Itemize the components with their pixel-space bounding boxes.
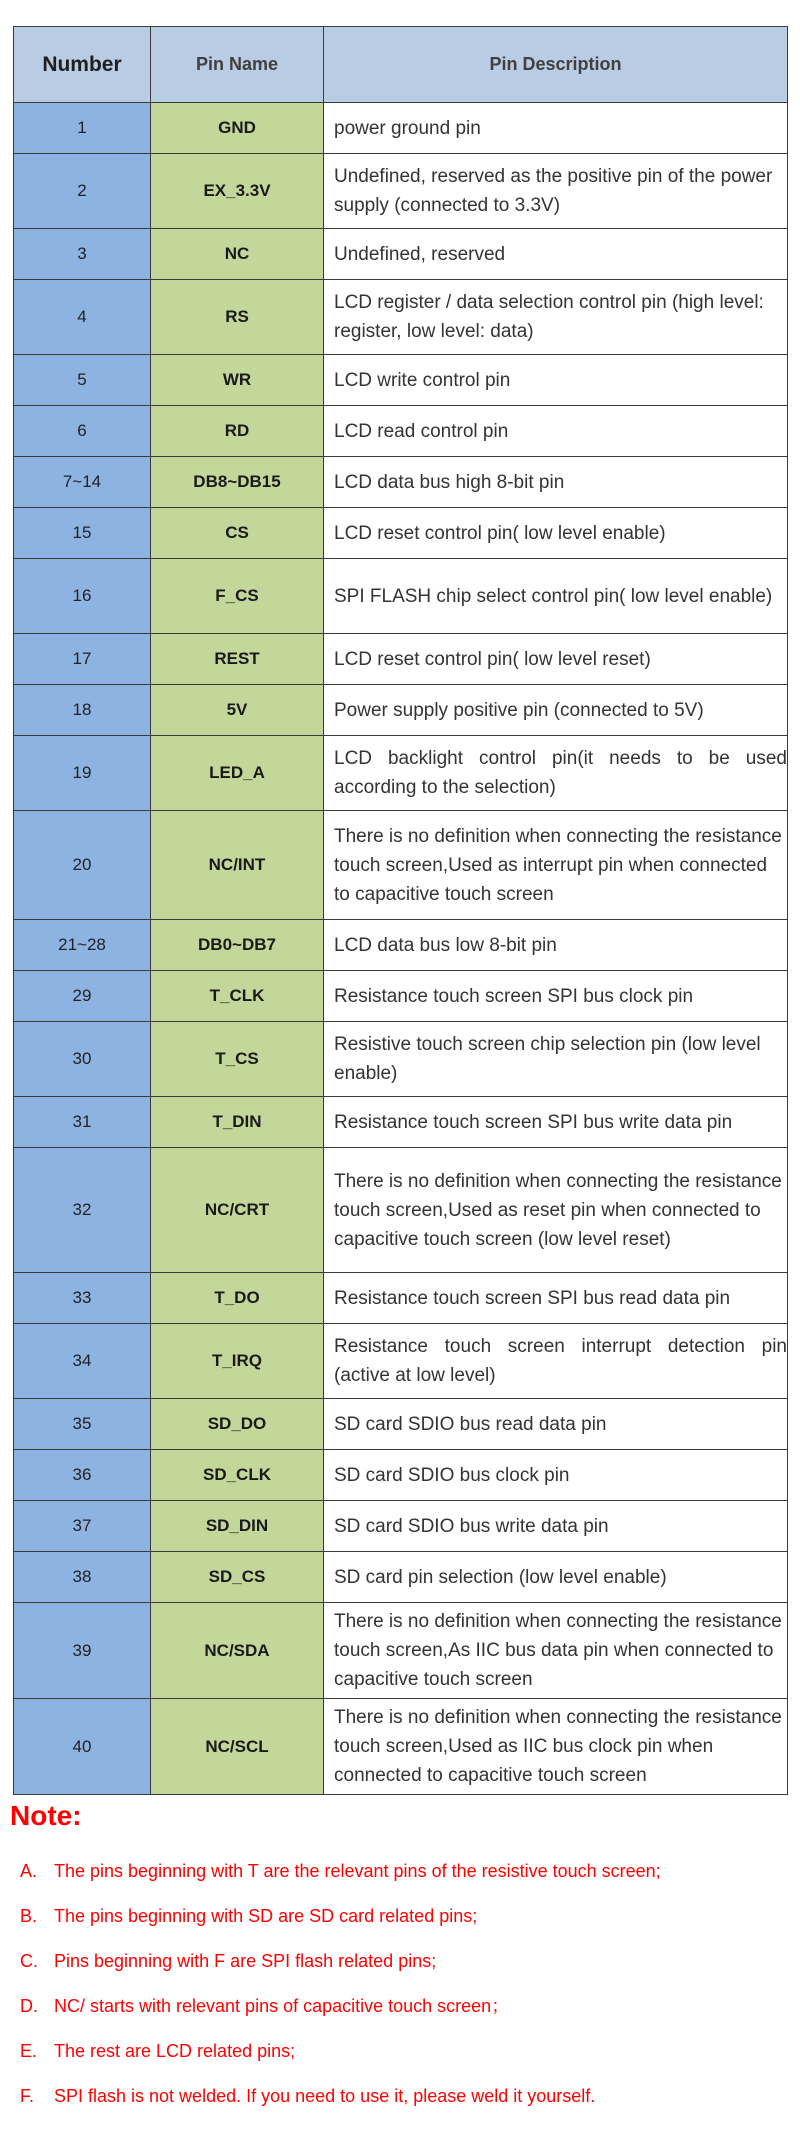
table-row [14, 1273, 788, 1324]
pin-name-cell: NC/SCL [151, 1699, 324, 1795]
pin-name-cell: EX_3.3V [151, 154, 324, 229]
table-row [14, 1148, 788, 1273]
note-letter: D. [20, 1996, 38, 2016]
pin-description-cell: SPI FLASH chip select control pin( low level enable) [324, 559, 788, 634]
pin-description-cell: Power supply positive pin (connected to 5V) [324, 685, 788, 736]
header-pin-description: Pin Description [324, 27, 788, 103]
pin-name-cell: SD_DO [151, 1399, 324, 1450]
pin-name-cell: RS [151, 280, 324, 355]
pin-name-cell: T_IRQ [151, 1324, 324, 1399]
pin-name-cell: NC/SDA [151, 1603, 324, 1699]
pin-description-cell: There is no definition when connecting the resistance touch screen,Used as reset pin when connected to capacitive touch screen (low level reset) [324, 1148, 788, 1273]
pin-number-cell: 19 [14, 736, 151, 811]
pin-description-cell: Undefined, reserved as the positive pin of the power supply (connected to 3.3V) [324, 154, 788, 229]
pin-table-body [14, 103, 788, 1795]
table-row [14, 1501, 788, 1552]
pin-number-cell: 18 [14, 685, 151, 736]
table-row [14, 559, 788, 634]
pin-description-cell: Resistance touch screen SPI bus write data pin [324, 1097, 788, 1148]
pin-name-cell: 5V [151, 685, 324, 736]
pin-description-cell: LCD data bus high 8-bit pin [324, 457, 788, 508]
table-row [14, 508, 788, 559]
pin-number-cell: 15 [14, 508, 151, 559]
note-item [10, 1950, 790, 1995]
pin-name-cell: T_CS [151, 1022, 324, 1097]
note-text: The rest are LCD related pins; [54, 2041, 296, 2061]
pin-number-cell: 34 [14, 1324, 151, 1399]
table-row [14, 1603, 788, 1699]
table-row [14, 1097, 788, 1148]
note-item [10, 1860, 790, 1905]
pin-description-cell: There is no definition when connecting the resistance touch screen,As IIC bus data pin when connected to capacitive touch screen [324, 1603, 788, 1699]
table-row [14, 457, 788, 508]
pin-description-cell: There is no definition when connecting the resistance touch screen,Used as IIC bus clock pin when connected to capacitive touch screen [324, 1699, 788, 1795]
pin-description-cell: Resistance touch screen SPI bus read data pin [324, 1273, 788, 1324]
pin-description-cell: Undefined, reserved [324, 229, 788, 280]
pin-name-cell: T_CLK [151, 971, 324, 1022]
pin-name-cell: T_DIN [151, 1097, 324, 1148]
table-row [14, 811, 788, 920]
pin-description-cell: SD card SDIO bus clock pin [324, 1450, 788, 1501]
pin-number-cell: 1 [14, 103, 151, 154]
pin-number-cell: 35 [14, 1399, 151, 1450]
note-text: The pins beginning with SD are SD card related pins; [54, 1906, 478, 1926]
pin-number-cell: 32 [14, 1148, 151, 1273]
pin-name-cell: CS [151, 508, 324, 559]
pin-description-cell: LCD reset control pin( low level reset) [324, 634, 788, 685]
pin-name-cell: SD_DIN [151, 1501, 324, 1552]
pin-description-cell: Resistance touch screen interrupt detection pin (active at low level) [324, 1324, 788, 1399]
pin-number-cell: 17 [14, 634, 151, 685]
pin-name-cell: REST [151, 634, 324, 685]
pin-number-cell: 4 [14, 280, 151, 355]
note-item [10, 1995, 790, 2040]
pin-description-cell: Resistive touch screen chip selection pin (low level enable) [324, 1022, 788, 1097]
pin-number-cell: 16 [14, 559, 151, 634]
pin-number-cell: 39 [14, 1603, 151, 1699]
table-row [14, 280, 788, 355]
table-row [14, 1552, 788, 1603]
pin-number-cell: 33 [14, 1273, 151, 1324]
pin-name-cell: LED_A [151, 736, 324, 811]
note-item [10, 1905, 790, 1950]
table-row [14, 1324, 788, 1399]
pin-name-cell: DB8~DB15 [151, 457, 324, 508]
table-row [14, 1699, 788, 1795]
pin-description-cell: LCD write control pin [324, 355, 788, 406]
note-letter: F. [20, 2086, 35, 2106]
table-row [14, 229, 788, 280]
table-row [14, 355, 788, 406]
pin-number-cell: 21~28 [14, 920, 151, 971]
pin-name-cell: NC/INT [151, 811, 324, 920]
pin-name-cell: T_DO [151, 1273, 324, 1324]
pin-number-cell: 40 [14, 1699, 151, 1795]
table-row [14, 736, 788, 811]
pin-name-cell: WR [151, 355, 324, 406]
pin-definition-table [13, 26, 788, 1795]
pin-number-cell: 20 [14, 811, 151, 920]
notes-section [10, 1800, 790, 2130]
table-row [14, 685, 788, 736]
pin-number-cell: 29 [14, 971, 151, 1022]
table-row [14, 634, 788, 685]
pin-number-cell: 36 [14, 1450, 151, 1501]
pin-description-cell: LCD backlight control pin(it needs to be used according to the selection) [324, 736, 788, 811]
note-letter: A. [20, 1861, 38, 1881]
pin-name-cell: NC/CRT [151, 1148, 324, 1273]
note-text: The pins beginning with T are the relevant pins of the resistive touch screen; [54, 1861, 661, 1881]
pin-description-cell: Resistance touch screen SPI bus clock pin [324, 971, 788, 1022]
table-row [14, 1022, 788, 1097]
table-header-row [14, 27, 788, 103]
pin-name-cell: SD_CLK [151, 1450, 324, 1501]
pin-name-cell: GND [151, 103, 324, 154]
pin-description-cell: power ground pin [324, 103, 788, 154]
pin-number-cell: 5 [14, 355, 151, 406]
pin-name-cell: DB0~DB7 [151, 920, 324, 971]
note-item [10, 2085, 790, 2130]
pin-number-cell: 2 [14, 154, 151, 229]
pin-name-cell: SD_CS [151, 1552, 324, 1603]
pin-description-cell: LCD register / data selection control pin (high level: register, low level: data) [324, 280, 788, 355]
note-text: SPI flash is not welded. If you need to use it, please weld it yourself. [54, 2086, 596, 2106]
pin-description-cell: SD card SDIO bus read data pin [324, 1399, 788, 1450]
pin-name-cell: RD [151, 406, 324, 457]
pin-number-cell: 37 [14, 1501, 151, 1552]
note-list [10, 1860, 790, 2130]
pin-description-cell: SD card SDIO bus write data pin [324, 1501, 788, 1552]
pin-number-cell: 30 [14, 1022, 151, 1097]
note-item [10, 2040, 790, 2085]
note-letter: E. [20, 2041, 38, 2061]
pin-description-cell: SD card pin selection (low level enable) [324, 1552, 788, 1603]
note-text: Pins beginning with F are SPI flash related pins; [54, 1951, 437, 1971]
table-row [14, 103, 788, 154]
pin-description-cell: LCD read control pin [324, 406, 788, 457]
pin-number-cell: 3 [14, 229, 151, 280]
pin-name-cell: F_CS [151, 559, 324, 634]
pin-description-cell: LCD data bus low 8-bit pin [324, 920, 788, 971]
header-number: Number [14, 27, 151, 103]
table-row [14, 971, 788, 1022]
note-letter: B. [20, 1906, 38, 1926]
table-row [14, 1450, 788, 1501]
note-letter: C. [20, 1951, 38, 1971]
pin-description-cell: There is no definition when connecting the resistance touch screen,Used as interrupt pin when connected to capacitive touch screen [324, 811, 788, 920]
table-row [14, 1399, 788, 1450]
pin-number-cell: 31 [14, 1097, 151, 1148]
pin-number-cell: 6 [14, 406, 151, 457]
table-row [14, 154, 788, 229]
pin-number-cell: 38 [14, 1552, 151, 1603]
note-text: NC/ starts with relevant pins of capacitive touch screen； [54, 1996, 510, 2016]
table-row [14, 920, 788, 971]
table-row [14, 406, 788, 457]
pin-name-cell: NC [151, 229, 324, 280]
note-title: Note: [10, 1800, 82, 1831]
pin-number-cell: 7~14 [14, 457, 151, 508]
pin-description-cell: LCD reset control pin( low level enable) [324, 508, 788, 559]
header-pin-name: Pin Name [151, 27, 324, 103]
